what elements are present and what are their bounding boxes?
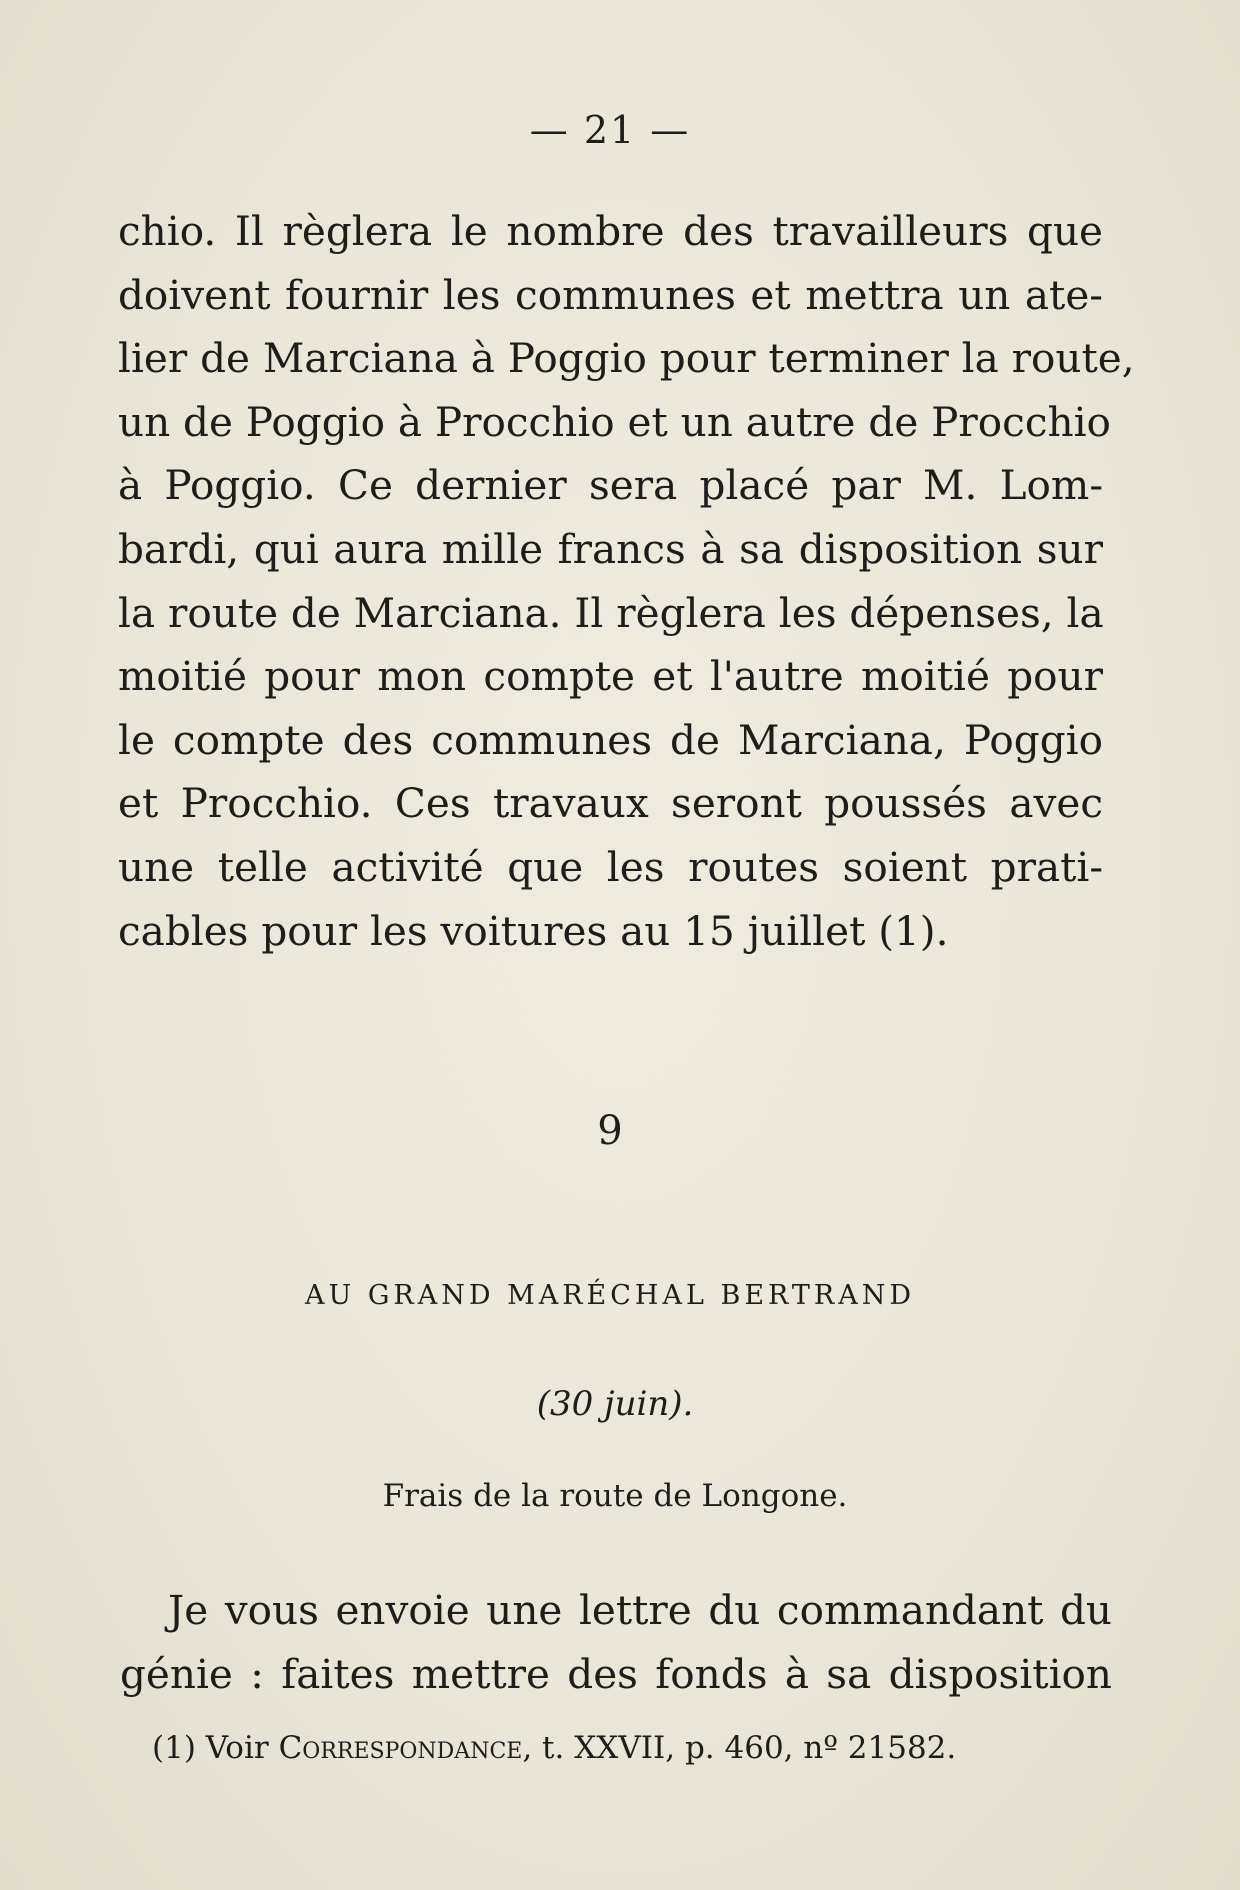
text-line: cables pour les voitures au 15 juillet (1). (118, 906, 949, 955)
letter-paragraph (120, 1578, 1112, 1706)
text-line: bardi, qui aura mille francs à sa disposition sur (118, 524, 1103, 573)
letter-summary: Frais de la route de Longone. (382, 1478, 848, 1514)
footnote-reference: , t. XXVII, p. 460, nº 21582. (522, 1730, 957, 1766)
text-line: une telle activité que les routes soient prati- (118, 842, 1103, 891)
text-line: un de Poggio à Procchio et un autre de Procchio (118, 397, 1111, 446)
text-line: Je vous envoie une lettre du commandant du (168, 1586, 1112, 1634)
letter-number: 9 (597, 1108, 623, 1154)
text-line: et Procchio. Ces travaux seront poussés avec (118, 779, 1103, 828)
text-line: moitié pour mon compte et l'autre moitié pour (118, 652, 1103, 701)
text-line: génie : faites mettre des fonds à sa disposition (120, 1650, 1112, 1698)
text-line: le compte des communes de Marciana, Poggio (118, 715, 1103, 764)
text-line: la route de Marciana. Il règlera les dépenses, la (118, 588, 1104, 637)
main-paragraph (118, 200, 1135, 963)
page-number: — 21 — (529, 108, 691, 152)
footnote (152, 1730, 1082, 1766)
text-line: doivent fournir les communes et mettra un ate- (118, 270, 1103, 319)
footnote-source: Correspondance (278, 1730, 523, 1766)
text-line: chio. Il règlera le nombre des travailleurs que (118, 207, 1103, 255)
text-line: lier de Marciana à Poggio pour terminer la route, (118, 334, 1135, 383)
footnote-prefix: (1) Voir (152, 1730, 279, 1766)
letter-date: (30 juin). (536, 1384, 694, 1424)
text-line: à Poggio. Ce dernier sera placé par M. Lom- (118, 461, 1103, 510)
letter-addressee: AU GRAND MARÉCHAL BERTRAND (305, 1280, 915, 1311)
